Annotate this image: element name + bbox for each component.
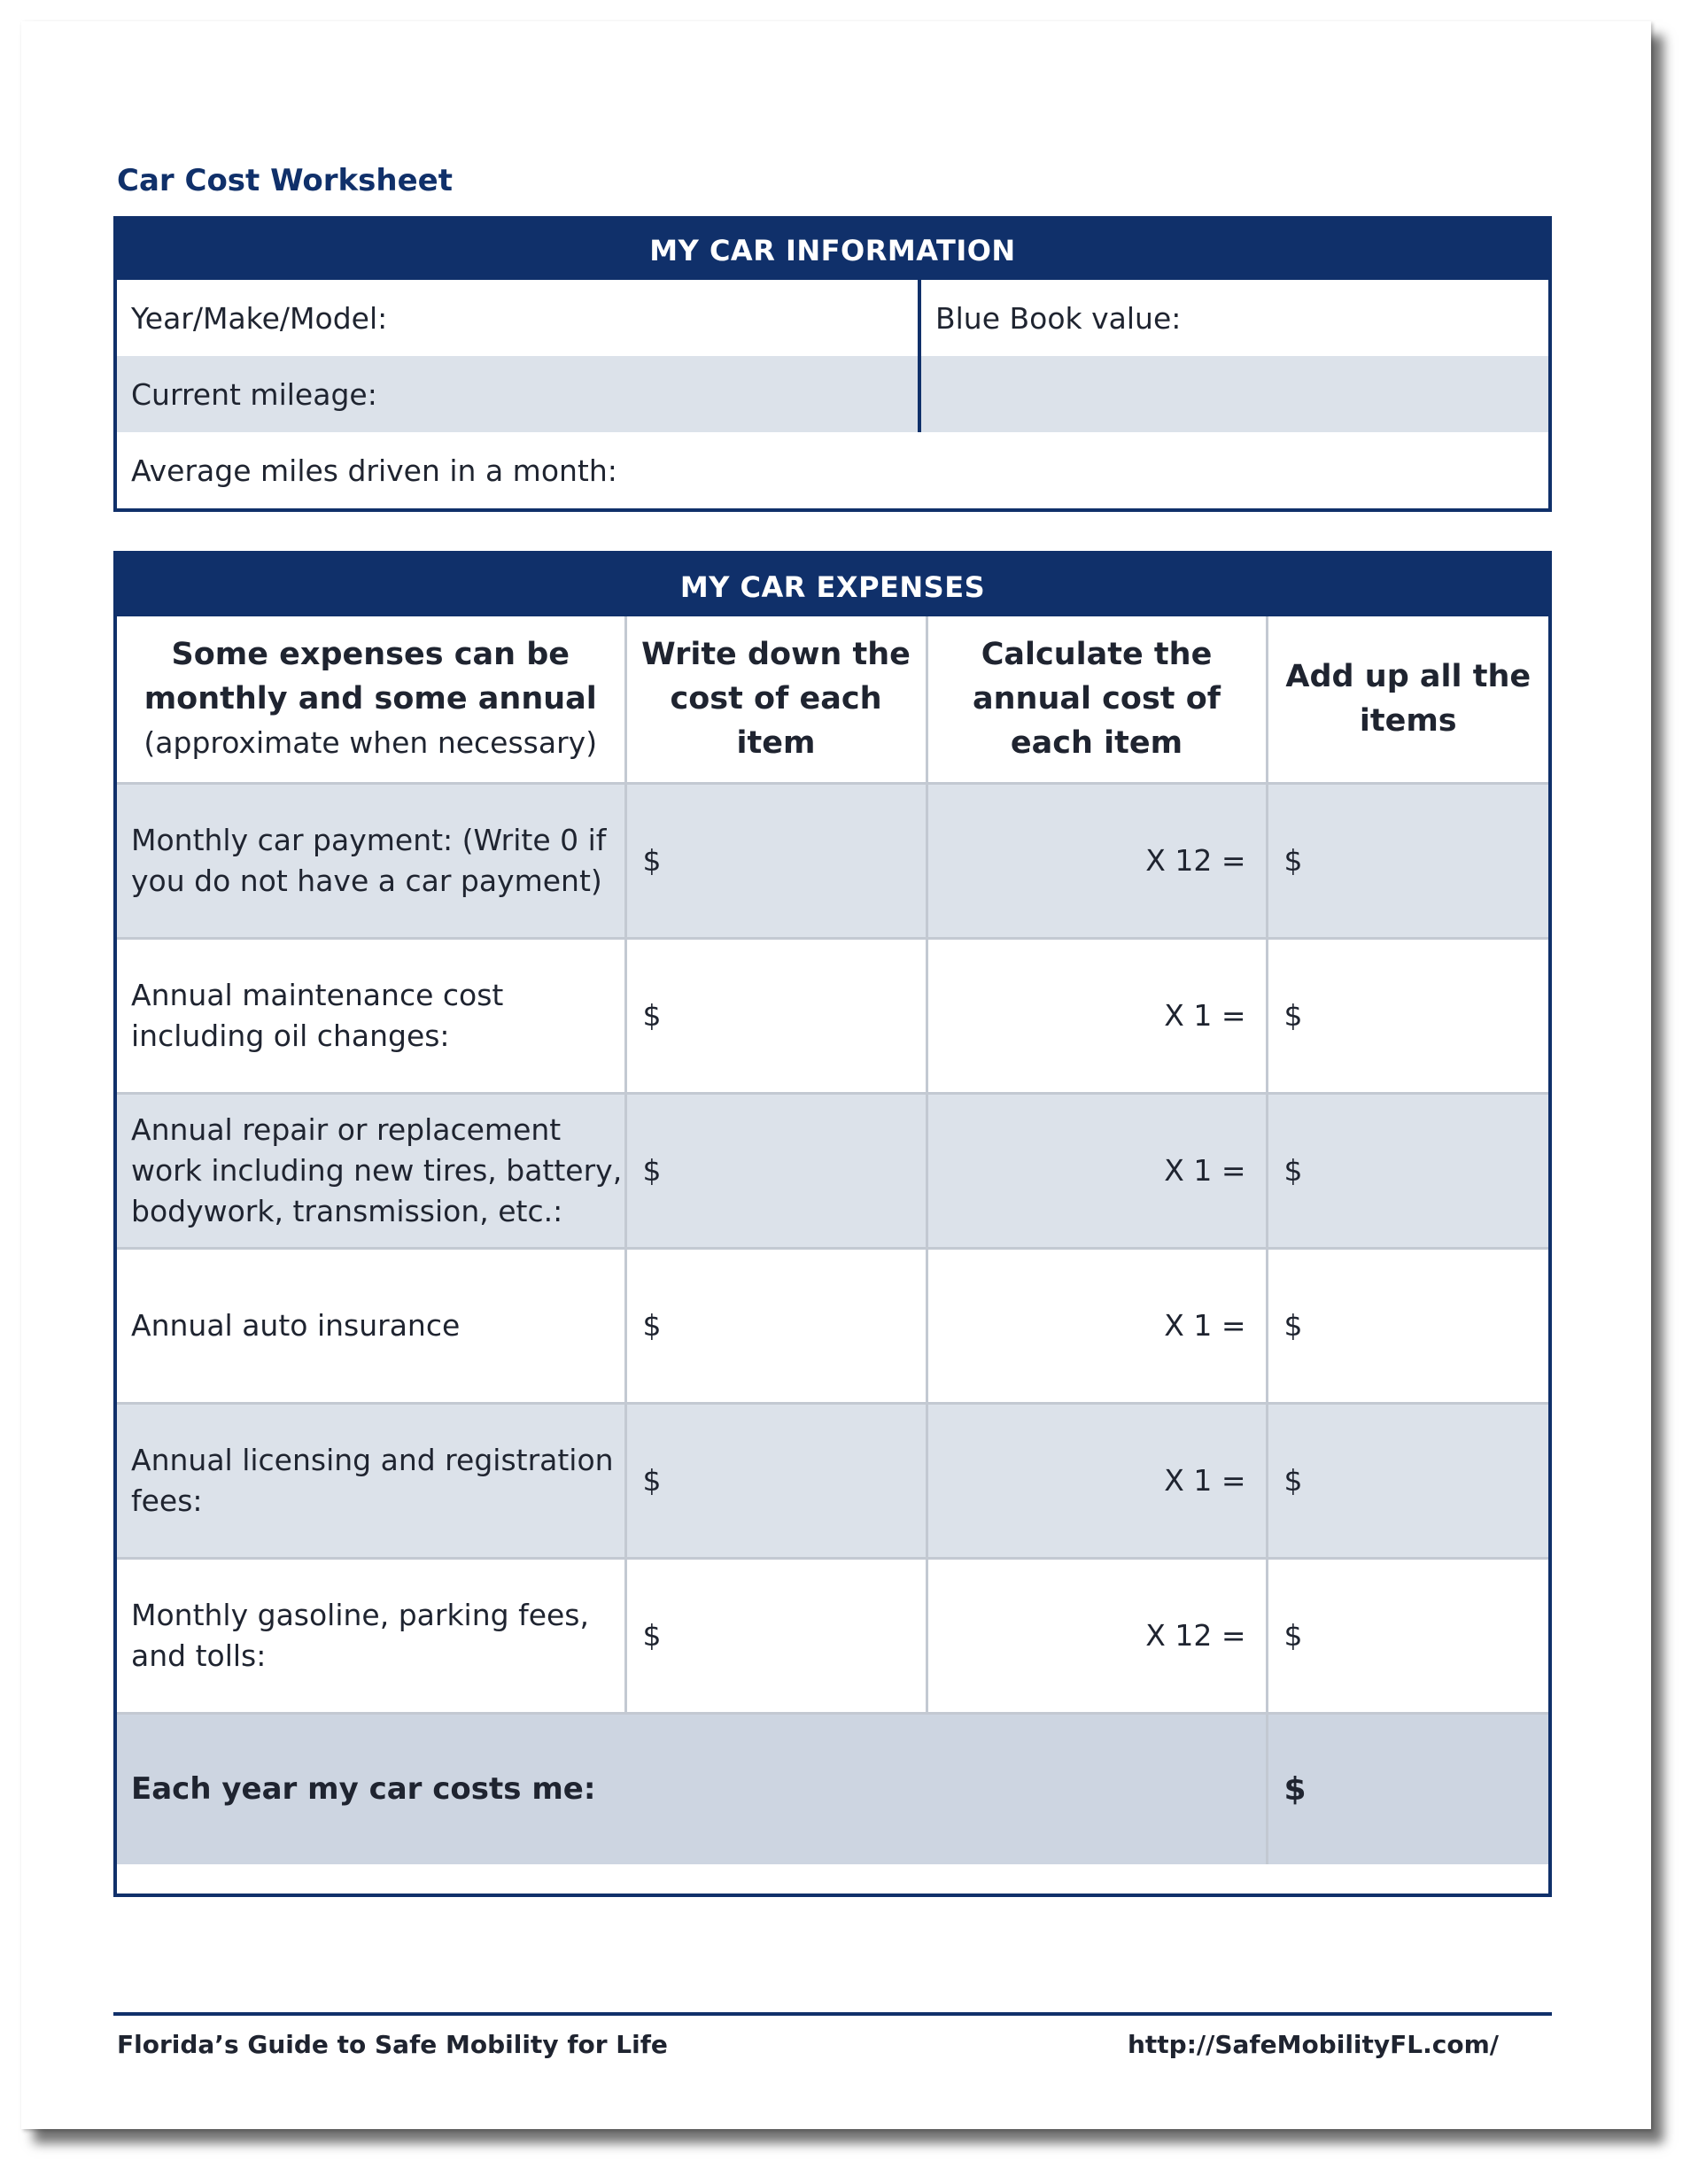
- table-header-row: [117, 616, 1548, 783]
- total-value-input[interactable]: $: [1267, 1713, 1548, 1864]
- table-row: [117, 938, 1548, 1093]
- table-row: [117, 783, 1548, 938]
- multiplier: X 1 =: [927, 938, 1267, 1093]
- multiplier: X 1 =: [927, 1403, 1267, 1558]
- cost-input[interactable]: $: [625, 1558, 927, 1713]
- multiplier: X 1 =: [927, 1093, 1267, 1248]
- table-row: [117, 1558, 1548, 1713]
- table-row: [117, 1248, 1548, 1403]
- worksheet-page: [21, 21, 1651, 2129]
- annual-total-input[interactable]: $: [1267, 1093, 1548, 1248]
- column-header-total: Add up all the items: [1267, 616, 1548, 783]
- footer-website-link[interactable]: http://SafeMobilityFL.com/: [1127, 2030, 1499, 2059]
- average-miles-field[interactable]: [117, 432, 1548, 508]
- annual-total-input[interactable]: $: [1267, 938, 1548, 1093]
- expense-label: Annual repair or replacement work including new tires, battery, bodywork, transmission, etc.:: [117, 1093, 625, 1248]
- cost-input[interactable]: $: [625, 783, 927, 938]
- table-row: [117, 1403, 1548, 1558]
- annual-total-input[interactable]: $: [1267, 783, 1548, 938]
- expense-label: Annual maintenance cost including oil changes:: [117, 938, 625, 1093]
- multiplier: X 1 =: [927, 1248, 1267, 1403]
- page-title: Car Cost Worksheet: [117, 163, 453, 198]
- total-label: Each year my car costs me:: [117, 1713, 1267, 1864]
- cost-input[interactable]: $: [625, 1248, 927, 1403]
- car-expenses-section: [113, 551, 1552, 1897]
- column-header-expense: [117, 616, 625, 783]
- column-header-expense-note: (approximate when necessary): [143, 725, 598, 761]
- current-mileage-label: Current mileage:: [131, 376, 377, 412]
- expense-label: Annual licensing and registration fees:: [117, 1403, 625, 1558]
- column-header-expense-text: Some expenses can be monthly and some annual: [143, 637, 597, 717]
- year-make-model-field[interactable]: [117, 280, 918, 356]
- table-row: [117, 1093, 1548, 1248]
- column-header-cost: Write down the cost of each item: [625, 616, 927, 783]
- annual-total-input[interactable]: $: [1267, 1248, 1548, 1403]
- total-row: [117, 1713, 1548, 1864]
- footer-guide-title: Florida’s Guide to Safe Mobility for Life: [117, 2030, 668, 2059]
- expense-label: Monthly car payment: (Write 0 if you do not have a car payment): [117, 783, 625, 938]
- car-expenses-heading: MY CAR EXPENSES: [117, 554, 1548, 616]
- expense-label: Monthly gasoline, parking fees, and tolls:: [117, 1558, 625, 1713]
- column-header-annual: Calculate the annual cost of each item: [927, 616, 1267, 783]
- car-information-heading: MY CAR INFORMATION: [117, 220, 1548, 280]
- cost-input[interactable]: $: [625, 1403, 927, 1558]
- cost-input[interactable]: $: [625, 1093, 927, 1248]
- annual-total-input[interactable]: $: [1267, 1558, 1548, 1713]
- year-make-model-label: Year/Make/Model:: [131, 300, 388, 336]
- multiplier: X 12 =: [927, 1558, 1267, 1713]
- footer-divider: [113, 2012, 1552, 2016]
- multiplier: X 12 =: [927, 783, 1267, 938]
- blank-info-cell: [918, 356, 1548, 432]
- current-mileage-field[interactable]: [117, 356, 918, 432]
- expense-label: Annual auto insurance: [117, 1248, 625, 1403]
- annual-total-input[interactable]: $: [1267, 1403, 1548, 1558]
- car-information-section: [113, 216, 1552, 512]
- expenses-table: [117, 616, 1548, 1864]
- cost-input[interactable]: $: [625, 938, 927, 1093]
- average-miles-label: Average miles driven in a month:: [131, 453, 617, 488]
- blue-book-value-label: Blue Book value:: [935, 300, 1182, 336]
- blue-book-value-field[interactable]: [918, 280, 1548, 356]
